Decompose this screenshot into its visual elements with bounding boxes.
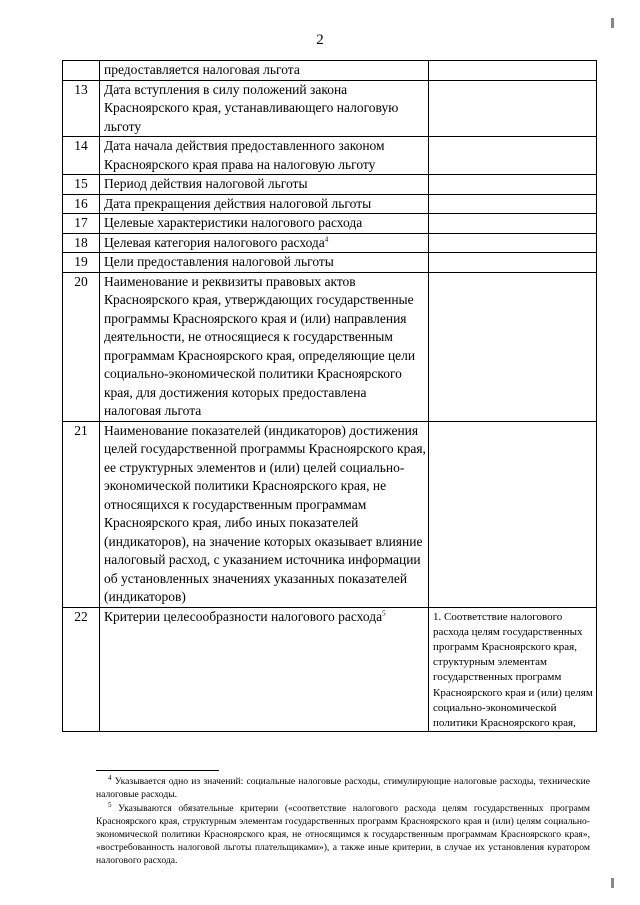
row-label — [100, 233, 429, 253]
footnotes — [96, 775, 590, 868]
table-row — [63, 421, 597, 607]
row-value — [429, 421, 597, 607]
row-label: Цели предоставления налоговой льготы — [100, 253, 429, 273]
row-value — [429, 607, 597, 732]
row-label: Дата прекращения действия налоговой льготы — [100, 194, 429, 214]
tax-expenditure-table — [62, 60, 597, 732]
row-value — [429, 61, 597, 81]
table-row — [63, 80, 597, 137]
page-number: 2 — [316, 32, 324, 48]
row-label: Целевые характеристики налогового расхода — [100, 214, 429, 234]
scan-mark — [611, 878, 614, 888]
row-number: 17 — [63, 214, 100, 234]
row-number: 20 — [63, 272, 100, 421]
footnote-5 — [96, 802, 590, 867]
footnote-text: Указывается одно из значений: социальные налоговые расходы, стимулирующие налоговые расходы, технические налоговые расходы. — [96, 776, 590, 800]
footnote-ref: 5 — [382, 609, 386, 617]
footnote-divider — [96, 770, 219, 771]
row-number: 13 — [63, 80, 100, 137]
table-row — [63, 175, 597, 195]
scan-mark — [611, 18, 614, 28]
row-label: Дата вступления в силу положений закона Красноярского края, устанавливающего налоговую льготу — [100, 80, 429, 137]
row-number: 16 — [63, 194, 100, 214]
row-number: 18 — [63, 233, 100, 253]
row-label: Наименование показателей (индикаторов) достижения целей государственной программы Красноярского края, ее структурных элементов и (или) целей социально-экономической политики Красноярского края, не относящихся к государственным программам Красноярского края, либо иных показателей (индикаторов), на значение которых оказывает влияние налоговый расход, с указанием источника информации об установленных значениях указанных показателей (индикаторов) — [100, 421, 429, 607]
footnote-text: Указываются обязательные критерии («соответствие налогового расхода целям государственных программ Красноярского края, структурным элементам государственных программ Красноярского края и (или) целям социально-экономической политики Красноярского края, не относящимся к государственным программам Красноярского края», «востребованность налоговой льготы плательщиками»), а также иные критерии, в случае их установления куратором налогового расхода. — [96, 803, 590, 866]
criteria-value: 1. Соответствие налогового расхода целям государственных программ Красноярского края, структурным элементам государственных программ Красноярского края и (или) целям социально-экономической политики Красноярского края, — [433, 610, 593, 729]
row-value — [429, 272, 597, 421]
table-row — [63, 61, 597, 81]
table-row — [63, 607, 597, 732]
row-label: Наименование и реквизиты правовых актов Красноярского края, утверждающих государственные программы Красноярского края и (или) направления деятельности, не относящиеся к государственным программам Красноярского края, определяющие цели социально-экономической политики Красноярского края, для достижения которых предоставлена налоговая льгота — [100, 272, 429, 421]
row-value — [429, 233, 597, 253]
row-number — [63, 61, 100, 81]
row-label: Период действия налоговой льготы — [100, 175, 429, 195]
footnote-mark: 5 — [108, 800, 112, 809]
footnote-ref: 4 — [324, 235, 329, 243]
row-number: 22 — [63, 607, 100, 732]
table-row — [63, 233, 597, 253]
row-label: Дата начала действия предоставленного законом Красноярского края права на налоговую льготу — [100, 137, 429, 175]
row-label-text: Целевая категория налогового расхода — [104, 234, 325, 250]
row-number: 19 — [63, 253, 100, 273]
table-row — [63, 272, 597, 421]
footnote-mark: 4 — [108, 773, 112, 782]
row-value — [429, 80, 597, 137]
table-row — [63, 253, 597, 273]
row-value — [429, 214, 597, 234]
table-row — [63, 194, 597, 214]
row-value — [429, 137, 597, 175]
row-number: 14 — [63, 137, 100, 175]
table-row — [63, 137, 597, 175]
row-number: 21 — [63, 421, 100, 607]
row-value — [429, 194, 597, 214]
row-number: 15 — [63, 175, 100, 195]
row-value — [429, 253, 597, 273]
row-label — [100, 607, 429, 732]
row-value — [429, 175, 597, 195]
footnote-4 — [96, 775, 590, 801]
row-label-text: Критерии целесообразности налогового расхода — [104, 608, 383, 624]
table-row — [63, 214, 597, 234]
row-label: предоставляется налоговая льгота — [100, 61, 429, 81]
